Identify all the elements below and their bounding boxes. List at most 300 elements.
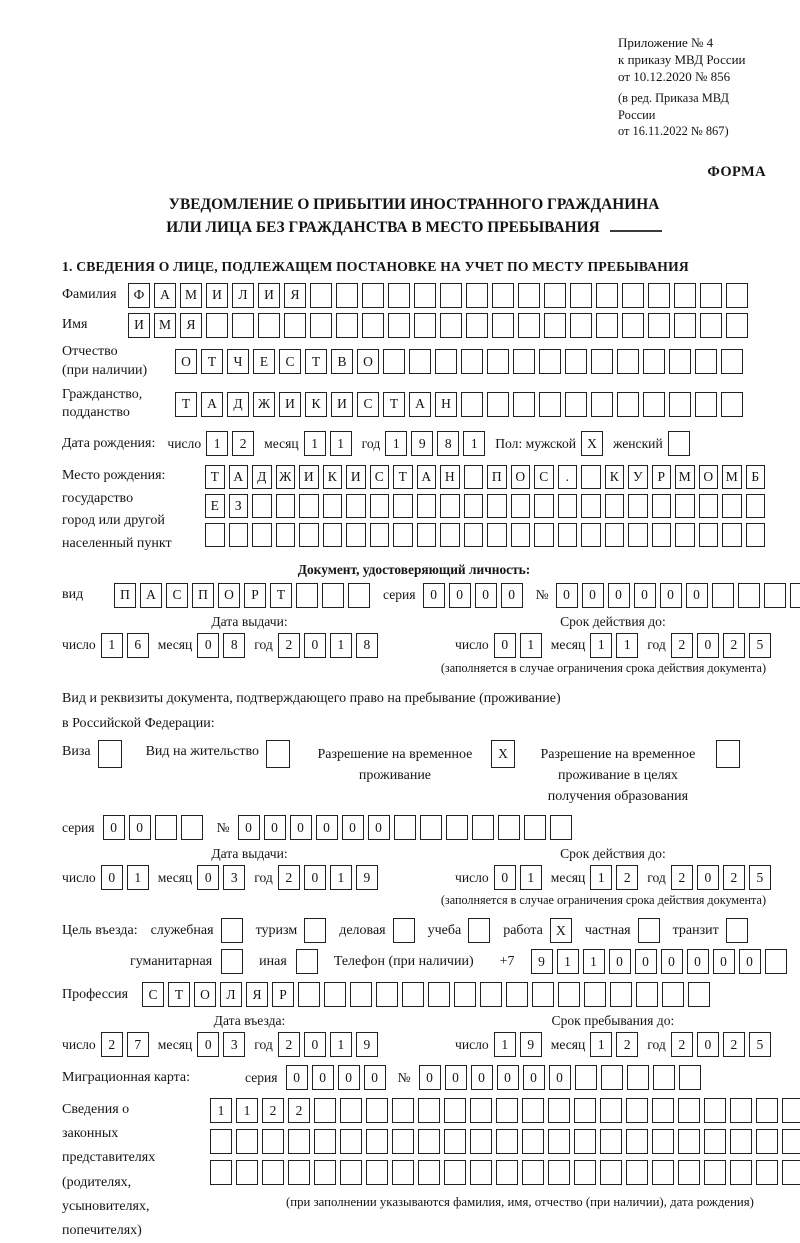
char-cell[interactable]: 0 [419, 1065, 441, 1090]
char-cell[interactable]: 0 [697, 865, 719, 890]
char-cell[interactable] [232, 313, 254, 338]
char-cell[interactable]: 2 [288, 1098, 310, 1123]
char-cell[interactable] [730, 1129, 752, 1154]
char-cell[interactable] [276, 523, 296, 547]
char-cell[interactable]: 2 [723, 865, 745, 890]
char-cell[interactable]: 2 [723, 1032, 745, 1057]
char-cell[interactable] [746, 494, 766, 518]
char-cell[interactable]: Ф [128, 283, 150, 308]
char-cell[interactable] [591, 349, 613, 374]
char-cell[interactable] [393, 918, 415, 943]
char-cell[interactable]: 0 [713, 949, 735, 974]
char-cell[interactable] [348, 583, 370, 608]
char-cell[interactable]: 0 [687, 949, 709, 974]
char-cell[interactable]: 0 [304, 865, 326, 890]
char-cell[interactable]: 1 [330, 633, 352, 658]
char-cell[interactable]: Т [201, 349, 223, 374]
char-cell[interactable]: 1 [210, 1098, 232, 1123]
char-cell[interactable] [464, 494, 484, 518]
char-cell[interactable] [366, 1129, 388, 1154]
char-cell[interactable]: Р [652, 465, 672, 489]
char-cell[interactable] [440, 523, 460, 547]
char-cell[interactable] [548, 1098, 570, 1123]
char-cell[interactable] [370, 494, 390, 518]
char-cell[interactable]: 5 [749, 633, 771, 658]
char-cell[interactable]: 1 [330, 1032, 352, 1057]
char-cell[interactable]: 0 [697, 1032, 719, 1057]
char-cell[interactable]: Т [168, 982, 190, 1007]
char-cell[interactable] [712, 583, 734, 608]
char-cell[interactable] [726, 283, 748, 308]
char-cell[interactable] [730, 1098, 752, 1123]
char-cell[interactable] [440, 313, 462, 338]
char-cell[interactable]: М [675, 465, 695, 489]
char-cell[interactable] [470, 1160, 492, 1185]
char-cell[interactable]: 0 [342, 815, 364, 840]
char-cell[interactable] [704, 1160, 726, 1185]
char-cell[interactable] [262, 1129, 284, 1154]
char-cell[interactable] [653, 1065, 675, 1090]
char-cell[interactable] [506, 982, 528, 1007]
char-cell[interactable] [392, 1129, 414, 1154]
char-cell[interactable] [346, 523, 366, 547]
char-cell[interactable]: Т [270, 583, 292, 608]
char-cell[interactable]: Т [175, 392, 197, 417]
char-cell[interactable] [487, 523, 507, 547]
char-cell[interactable] [418, 1160, 440, 1185]
char-cell[interactable] [518, 313, 540, 338]
char-cell[interactable]: Н [435, 392, 457, 417]
char-cell[interactable] [492, 313, 514, 338]
char-cell[interactable] [314, 1129, 336, 1154]
char-cell[interactable] [417, 494, 437, 518]
char-cell[interactable]: 0 [129, 815, 151, 840]
char-cell[interactable] [726, 313, 748, 338]
char-cell[interactable]: 2 [262, 1098, 284, 1123]
char-cell[interactable] [534, 523, 554, 547]
char-cell[interactable]: 2 [101, 1032, 123, 1057]
char-cell[interactable]: 0 [471, 1065, 493, 1090]
char-cell[interactable] [628, 523, 648, 547]
char-cell[interactable] [605, 523, 625, 547]
char-cell[interactable] [98, 740, 122, 768]
char-cell[interactable]: 0 [364, 1065, 386, 1090]
char-cell[interactable] [756, 1129, 778, 1154]
char-cell[interactable]: 0 [497, 1065, 519, 1090]
char-cell[interactable] [394, 815, 416, 840]
char-cell[interactable]: Е [205, 494, 225, 518]
char-cell[interactable]: К [305, 392, 327, 417]
char-cell[interactable]: Т [205, 465, 225, 489]
char-cell[interactable] [304, 918, 326, 943]
char-cell[interactable] [636, 982, 658, 1007]
char-cell[interactable] [674, 283, 696, 308]
char-cell[interactable]: 8 [223, 633, 245, 658]
char-cell[interactable]: О [194, 982, 216, 1007]
char-cell[interactable]: 0 [368, 815, 390, 840]
char-cell[interactable] [596, 313, 618, 338]
char-cell[interactable]: 0 [494, 633, 516, 658]
char-cell[interactable] [461, 392, 483, 417]
char-cell[interactable] [539, 392, 561, 417]
char-cell[interactable] [652, 494, 672, 518]
char-cell[interactable]: 1 [330, 865, 352, 890]
char-cell[interactable]: 0 [338, 1065, 360, 1090]
char-cell[interactable] [266, 740, 290, 768]
char-cell[interactable] [229, 523, 249, 547]
char-cell[interactable]: О [511, 465, 531, 489]
char-cell[interactable] [518, 283, 540, 308]
char-cell[interactable] [544, 313, 566, 338]
char-cell[interactable] [417, 523, 437, 547]
char-cell[interactable]: 0 [423, 583, 445, 608]
char-cell[interactable]: М [180, 283, 202, 308]
char-cell[interactable] [558, 494, 578, 518]
char-cell[interactable] [210, 1129, 232, 1154]
char-cell[interactable] [392, 1160, 414, 1185]
char-cell[interactable]: 0 [197, 633, 219, 658]
char-cell[interactable]: У [628, 465, 648, 489]
char-cell[interactable] [393, 494, 413, 518]
char-cell[interactable] [550, 815, 572, 840]
char-cell[interactable] [617, 349, 639, 374]
char-cell[interactable]: 1 [304, 431, 326, 456]
char-cell[interactable]: А [154, 283, 176, 308]
char-cell[interactable] [366, 1098, 388, 1123]
char-cell[interactable] [669, 349, 691, 374]
char-cell[interactable] [534, 494, 554, 518]
char-cell[interactable] [756, 1160, 778, 1185]
char-cell[interactable] [468, 918, 490, 943]
char-cell[interactable]: 9 [520, 1032, 542, 1057]
char-cell[interactable] [298, 982, 320, 1007]
char-cell[interactable] [496, 1129, 518, 1154]
char-cell[interactable]: 0 [697, 633, 719, 658]
char-cell[interactable] [548, 1160, 570, 1185]
char-cell[interactable] [532, 982, 554, 1007]
char-cell[interactable] [688, 982, 710, 1007]
char-cell[interactable]: А [140, 583, 162, 608]
char-cell[interactable] [610, 982, 632, 1007]
char-cell[interactable]: Ч [227, 349, 249, 374]
char-cell[interactable] [362, 313, 384, 338]
char-cell[interactable]: С [142, 982, 164, 1007]
char-cell[interactable]: 9 [411, 431, 433, 456]
char-cell[interactable] [522, 1098, 544, 1123]
char-cell[interactable]: 0 [264, 815, 286, 840]
char-cell[interactable] [662, 982, 684, 1007]
char-cell[interactable] [782, 1098, 800, 1123]
char-cell[interactable]: 2 [671, 1032, 693, 1057]
char-cell[interactable]: Л [220, 982, 242, 1007]
char-cell[interactable] [574, 1129, 596, 1154]
char-cell[interactable]: 0 [316, 815, 338, 840]
char-cell[interactable] [350, 982, 372, 1007]
char-cell[interactable] [648, 283, 670, 308]
char-cell[interactable]: 1 [385, 431, 407, 456]
char-cell[interactable]: 2 [616, 1032, 638, 1057]
char-cell[interactable] [638, 918, 660, 943]
char-cell[interactable]: И [279, 392, 301, 417]
char-cell[interactable]: 0 [304, 633, 326, 658]
char-cell[interactable] [617, 392, 639, 417]
char-cell[interactable] [366, 1160, 388, 1185]
char-cell[interactable] [340, 1129, 362, 1154]
char-cell[interactable] [388, 283, 410, 308]
char-cell[interactable]: С [166, 583, 188, 608]
char-cell[interactable] [310, 283, 332, 308]
char-cell[interactable]: 0 [290, 815, 312, 840]
char-cell[interactable]: 0 [312, 1065, 334, 1090]
char-cell[interactable]: А [229, 465, 249, 489]
char-cell[interactable] [252, 523, 272, 547]
char-cell[interactable]: 0 [686, 583, 708, 608]
char-cell[interactable]: 1 [590, 865, 612, 890]
char-cell[interactable] [284, 313, 306, 338]
char-cell[interactable]: С [357, 392, 379, 417]
char-cell[interactable]: А [409, 392, 431, 417]
char-cell[interactable] [524, 815, 546, 840]
char-cell[interactable] [622, 283, 644, 308]
char-cell[interactable] [626, 1160, 648, 1185]
char-cell[interactable]: 1 [557, 949, 579, 974]
char-cell[interactable]: Я [180, 313, 202, 338]
char-cell[interactable] [699, 494, 719, 518]
char-cell[interactable] [668, 431, 690, 456]
char-cell[interactable] [570, 313, 592, 338]
char-cell[interactable]: 1 [206, 431, 228, 456]
char-cell[interactable] [340, 1160, 362, 1185]
char-cell[interactable] [700, 313, 722, 338]
char-cell[interactable]: 0 [661, 949, 683, 974]
char-cell[interactable]: И [206, 283, 228, 308]
char-cell[interactable]: С [279, 349, 301, 374]
char-cell[interactable]: Д [227, 392, 249, 417]
char-cell[interactable] [596, 283, 618, 308]
char-cell[interactable]: Я [284, 283, 306, 308]
char-cell[interactable] [346, 494, 366, 518]
char-cell[interactable] [678, 1160, 700, 1185]
char-cell[interactable] [444, 1160, 466, 1185]
char-cell[interactable] [362, 283, 384, 308]
char-cell[interactable]: С [534, 465, 554, 489]
char-cell[interactable]: 1 [127, 865, 149, 890]
char-cell[interactable]: 5 [749, 865, 771, 890]
char-cell[interactable]: X [581, 431, 603, 456]
char-cell[interactable]: Т [305, 349, 327, 374]
char-cell[interactable] [643, 349, 665, 374]
char-cell[interactable]: М [722, 465, 742, 489]
char-cell[interactable]: 0 [304, 1032, 326, 1057]
char-cell[interactable] [444, 1129, 466, 1154]
char-cell[interactable]: 1 [463, 431, 485, 456]
char-cell[interactable]: 1 [330, 431, 352, 456]
char-cell[interactable]: 0 [238, 815, 260, 840]
char-cell[interactable] [323, 523, 343, 547]
char-cell[interactable]: Р [272, 982, 294, 1007]
char-cell[interactable]: 1 [236, 1098, 258, 1123]
char-cell[interactable] [464, 523, 484, 547]
char-cell[interactable]: М [154, 313, 176, 338]
char-cell[interactable] [622, 313, 644, 338]
char-cell[interactable] [181, 815, 203, 840]
char-cell[interactable] [584, 982, 606, 1007]
char-cell[interactable] [652, 523, 672, 547]
char-cell[interactable]: 2 [278, 865, 300, 890]
char-cell[interactable] [288, 1160, 310, 1185]
char-cell[interactable] [336, 313, 358, 338]
char-cell[interactable]: 2 [723, 633, 745, 658]
char-cell[interactable] [558, 523, 578, 547]
char-cell[interactable] [704, 1129, 726, 1154]
char-cell[interactable] [716, 740, 740, 768]
char-cell[interactable] [323, 494, 343, 518]
char-cell[interactable] [570, 283, 592, 308]
char-cell[interactable] [299, 494, 319, 518]
char-cell[interactable] [700, 283, 722, 308]
char-cell[interactable] [440, 283, 462, 308]
char-cell[interactable] [487, 349, 509, 374]
char-cell[interactable] [221, 949, 243, 974]
char-cell[interactable] [626, 1129, 648, 1154]
char-cell[interactable]: 0 [739, 949, 761, 974]
char-cell[interactable] [591, 392, 613, 417]
char-cell[interactable] [496, 1098, 518, 1123]
char-cell[interactable]: 0 [635, 949, 657, 974]
char-cell[interactable] [738, 583, 760, 608]
char-cell[interactable] [461, 349, 483, 374]
char-cell[interactable] [206, 313, 228, 338]
char-cell[interactable] [581, 494, 601, 518]
char-cell[interactable] [782, 1129, 800, 1154]
char-cell[interactable] [513, 392, 535, 417]
char-cell[interactable]: 0 [523, 1065, 545, 1090]
char-cell[interactable] [418, 1098, 440, 1123]
char-cell[interactable] [652, 1129, 674, 1154]
char-cell[interactable] [252, 494, 272, 518]
char-cell[interactable] [498, 815, 520, 840]
char-cell[interactable]: 1 [616, 633, 638, 658]
char-cell[interactable]: 0 [286, 1065, 308, 1090]
char-cell[interactable] [336, 283, 358, 308]
char-cell[interactable] [746, 523, 766, 547]
char-cell[interactable] [669, 392, 691, 417]
char-cell[interactable]: О [175, 349, 197, 374]
char-cell[interactable] [409, 349, 431, 374]
char-cell[interactable] [393, 523, 413, 547]
char-cell[interactable]: 0 [197, 1032, 219, 1057]
char-cell[interactable]: Д [252, 465, 272, 489]
char-cell[interactable] [340, 1098, 362, 1123]
char-cell[interactable]: 0 [549, 1065, 571, 1090]
char-cell[interactable] [699, 523, 719, 547]
char-cell[interactable]: 3 [223, 1032, 245, 1057]
char-cell[interactable] [472, 815, 494, 840]
char-cell[interactable] [574, 1098, 596, 1123]
char-cell[interactable]: 1 [520, 865, 542, 890]
char-cell[interactable]: Т [393, 465, 413, 489]
char-cell[interactable] [522, 1129, 544, 1154]
char-cell[interactable]: Ж [276, 465, 296, 489]
char-cell[interactable] [221, 918, 243, 943]
char-cell[interactable]: А [201, 392, 223, 417]
char-cell[interactable] [678, 1098, 700, 1123]
char-cell[interactable] [487, 494, 507, 518]
char-cell[interactable]: Е [253, 349, 275, 374]
char-cell[interactable] [721, 349, 743, 374]
char-cell[interactable] [299, 523, 319, 547]
char-cell[interactable] [782, 1160, 800, 1185]
char-cell[interactable] [296, 949, 318, 974]
char-cell[interactable] [414, 283, 436, 308]
char-cell[interactable] [470, 1129, 492, 1154]
char-cell[interactable]: 0 [103, 815, 125, 840]
char-cell[interactable]: 2 [278, 1032, 300, 1057]
char-cell[interactable]: С [370, 465, 390, 489]
char-cell[interactable] [513, 349, 535, 374]
char-cell[interactable] [236, 1129, 258, 1154]
char-cell[interactable] [600, 1129, 622, 1154]
char-cell[interactable] [402, 982, 424, 1007]
char-cell[interactable]: П [114, 583, 136, 608]
char-cell[interactable] [539, 349, 561, 374]
char-cell[interactable]: К [605, 465, 625, 489]
char-cell[interactable] [627, 1065, 649, 1090]
char-cell[interactable]: И [258, 283, 280, 308]
char-cell[interactable]: 0 [501, 583, 523, 608]
char-cell[interactable] [466, 283, 488, 308]
char-cell[interactable]: И [299, 465, 319, 489]
char-cell[interactable] [480, 982, 502, 1007]
char-cell[interactable] [721, 392, 743, 417]
char-cell[interactable] [581, 465, 601, 489]
char-cell[interactable] [675, 523, 695, 547]
char-cell[interactable] [574, 1160, 596, 1185]
char-cell[interactable]: 0 [634, 583, 656, 608]
char-cell[interactable]: З [229, 494, 249, 518]
char-cell[interactable] [376, 982, 398, 1007]
char-cell[interactable]: Л [232, 283, 254, 308]
char-cell[interactable] [414, 313, 436, 338]
char-cell[interactable] [790, 583, 800, 608]
char-cell[interactable] [765, 949, 787, 974]
char-cell[interactable]: 1 [590, 1032, 612, 1057]
char-cell[interactable] [565, 392, 587, 417]
char-cell[interactable]: 2 [671, 633, 693, 658]
char-cell[interactable]: 9 [531, 949, 553, 974]
char-cell[interactable]: 8 [356, 633, 378, 658]
char-cell[interactable] [155, 815, 177, 840]
char-cell[interactable] [704, 1098, 726, 1123]
char-cell[interactable] [575, 1065, 597, 1090]
char-cell[interactable] [258, 313, 280, 338]
char-cell[interactable]: 0 [494, 865, 516, 890]
char-cell[interactable]: Б [746, 465, 766, 489]
char-cell[interactable]: 0 [660, 583, 682, 608]
char-cell[interactable] [324, 982, 346, 1007]
char-cell[interactable]: 9 [356, 865, 378, 890]
char-cell[interactable] [643, 392, 665, 417]
char-cell[interactable]: 1 [494, 1032, 516, 1057]
char-cell[interactable] [418, 1129, 440, 1154]
char-cell[interactable]: 2 [671, 865, 693, 890]
char-cell[interactable]: X [550, 918, 572, 943]
char-cell[interactable] [392, 1098, 414, 1123]
char-cell[interactable] [648, 313, 670, 338]
char-cell[interactable] [487, 392, 509, 417]
char-cell[interactable] [695, 349, 717, 374]
char-cell[interactable] [764, 583, 786, 608]
